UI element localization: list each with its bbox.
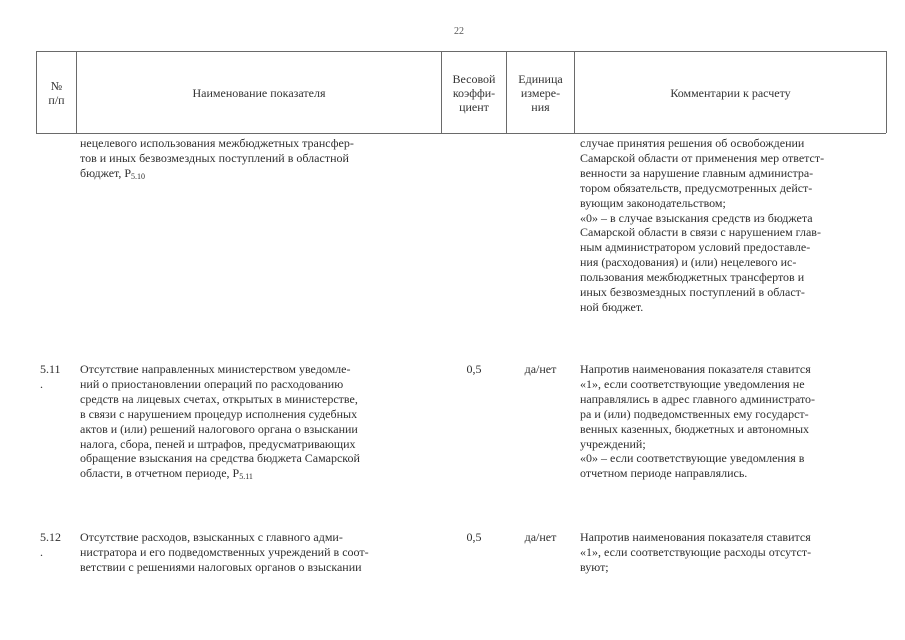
col-border-5 bbox=[886, 51, 887, 133]
row-name-text: нецелевого использования межбюджетных трансфер- тов и иных безвозмездных поступлений в областной бюджет, Р bbox=[80, 136, 354, 180]
row-num: 5.11 . bbox=[40, 362, 61, 391]
row-weight: 0,5 bbox=[466, 362, 482, 376]
row-num: 5.12 . bbox=[40, 530, 61, 559]
header-num: № п/п bbox=[48, 78, 65, 107]
header-weight: Весовой коэффи- циент bbox=[452, 71, 496, 114]
row-comment: Напротив наименования показателя ставится «1», если соответствующие уведомления не направлялись в адрес главного администрато- ра и (или) подведомственных ему государст- венных казенных, бюджетных и автономных учреждений; «0» – если соответствующие уведомления в отчетном периоде направлялись. bbox=[580, 362, 816, 481]
header-comment: Комментарии к расчету bbox=[670, 85, 791, 100]
row-indicator-name bbox=[80, 136, 435, 181]
row-unit: да/нет bbox=[524, 362, 557, 376]
header-bottom-border bbox=[36, 133, 886, 134]
row-weight: 0,5 bbox=[466, 530, 482, 544]
row-name-text: Отсутствие расходов, взысканных с главного адми- нистратора и его подведомственных учреждений в соот- ветствии с решениями налоговых органов о взыскании bbox=[80, 530, 369, 574]
row-name-text: Отсутствие направленных министерством уведомле- ний о приостановлении операций по расходованию средств на лицевых счетах, открытых в министерстве, в связи с нарушением процедур исполнения судебных актов и (или) решений налогового органа о взыскании налога, сбора, пеней и штрафов, предусматривающих обращение взыскания на средства бюджета Самарской области, в отчетном периоде, Р bbox=[80, 362, 360, 481]
row-name-subscript: 5.11 bbox=[239, 472, 253, 482]
row-indicator-name bbox=[80, 362, 435, 481]
page-number: 22 bbox=[454, 26, 464, 37]
header-unit: Единица измере- ния bbox=[518, 71, 563, 114]
row-comment: случае принятия решения об освобождении Самарской области от применения мер ответст- венности за нарушение главным администра- тором обязательств, предусмотренных дейст- вующим законодательством; «0» – в случае взыскания средств из бюджета Самарской области в связи с нарушением глав- ным администратором условий предоставле- ния (расходования) и (или) нецелевого ис- пользования межбюджетных трансфертов и иных безвозмездных поступлений в област- ной бюджет. bbox=[580, 136, 825, 314]
row-indicator-name bbox=[80, 530, 435, 575]
row-comment: Напротив наименования показателя ставится «1», если соответствующие расходы отсутст- вуют; bbox=[580, 530, 812, 574]
row-unit: да/нет bbox=[524, 530, 557, 544]
row-name-subscript: 5.10 bbox=[131, 171, 146, 181]
header-name: Наименование показателя bbox=[192, 85, 326, 100]
